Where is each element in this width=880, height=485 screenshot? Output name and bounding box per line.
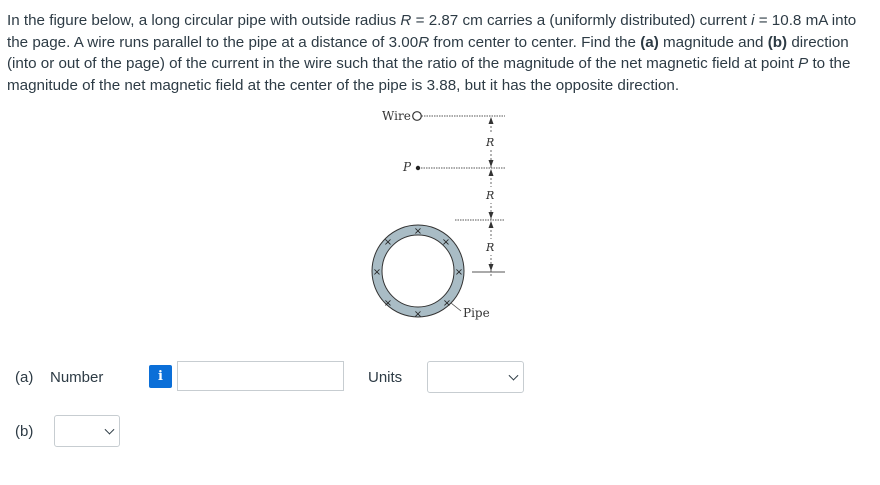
pipe-leader-line	[451, 303, 461, 311]
part-a-ref: (a)	[640, 33, 659, 51]
figure-svg	[355, 104, 525, 334]
r-label-2: R	[486, 189, 495, 202]
cross-icon: ×	[413, 309, 423, 320]
part-b-label: (b)	[15, 423, 34, 440]
problem-end: to the magnitude of the net magnetic field at the center of the pipe is 3.88, but it has the opposite direction.	[7, 55, 851, 94]
symbol-i: i	[751, 12, 755, 29]
arrow-down-1-icon	[489, 160, 494, 167]
units-select[interactable]	[427, 361, 524, 393]
direction-select[interactable]	[54, 415, 120, 447]
pipe-wire-figure	[355, 104, 525, 334]
chevron-down-icon	[105, 425, 115, 435]
problem-intro: In the figure below, a long circular pipe with outside radius	[7, 12, 401, 29]
point-p-label: P	[403, 160, 412, 174]
arrow-up-1-icon	[489, 117, 494, 124]
problem-mid: from center to center. Find the	[429, 33, 641, 51]
problem-mid3: direction (into or out of the page) of the current in the wire such that the ratio of the magnitude of the net magnetic field at point	[7, 33, 849, 72]
wire-label: Wire	[382, 109, 411, 123]
cross-icon: ×	[442, 298, 452, 309]
cross-icon: ×	[441, 237, 451, 248]
info-icon[interactable]: i	[149, 365, 172, 388]
arrow-up-3-icon	[489, 221, 494, 228]
point-p-dot	[416, 166, 420, 170]
problem-text	[7, 10, 873, 96]
symbol-R-2: R	[418, 33, 430, 51]
pipe-label: Pipe	[463, 306, 490, 320]
arrow-down-2-icon	[489, 212, 494, 219]
wire-marker	[413, 112, 422, 121]
problem-mid2: magnitude and	[658, 33, 768, 51]
symbol-P: P	[798, 55, 809, 72]
r-label-3: R	[486, 241, 495, 254]
part-b-ref: (b)	[767, 33, 788, 51]
number-input[interactable]	[177, 361, 344, 391]
arrow-down-3-icon	[489, 264, 494, 271]
units-label: Units	[368, 369, 403, 386]
arrow-up-2-icon	[489, 169, 494, 176]
cross-icon: ×	[383, 237, 393, 248]
number-label: Number	[50, 369, 104, 386]
cross-icon: ×	[413, 226, 423, 237]
part-a-label: (a)	[15, 369, 34, 386]
cross-icon: ×	[372, 267, 382, 278]
r-label-1: R	[486, 136, 495, 149]
symbol-R: R	[400, 12, 412, 29]
cross-icon: ×	[454, 267, 464, 278]
problem-radius: = 2.87 cm carries a (uniformly distributed) current	[411, 12, 752, 29]
cross-icon: ×	[383, 298, 393, 309]
problem-current: = 10.8 mA into the page. A wire runs parallel to the pipe at a distance of 3.00	[7, 12, 857, 51]
chevron-down-icon	[509, 371, 519, 381]
